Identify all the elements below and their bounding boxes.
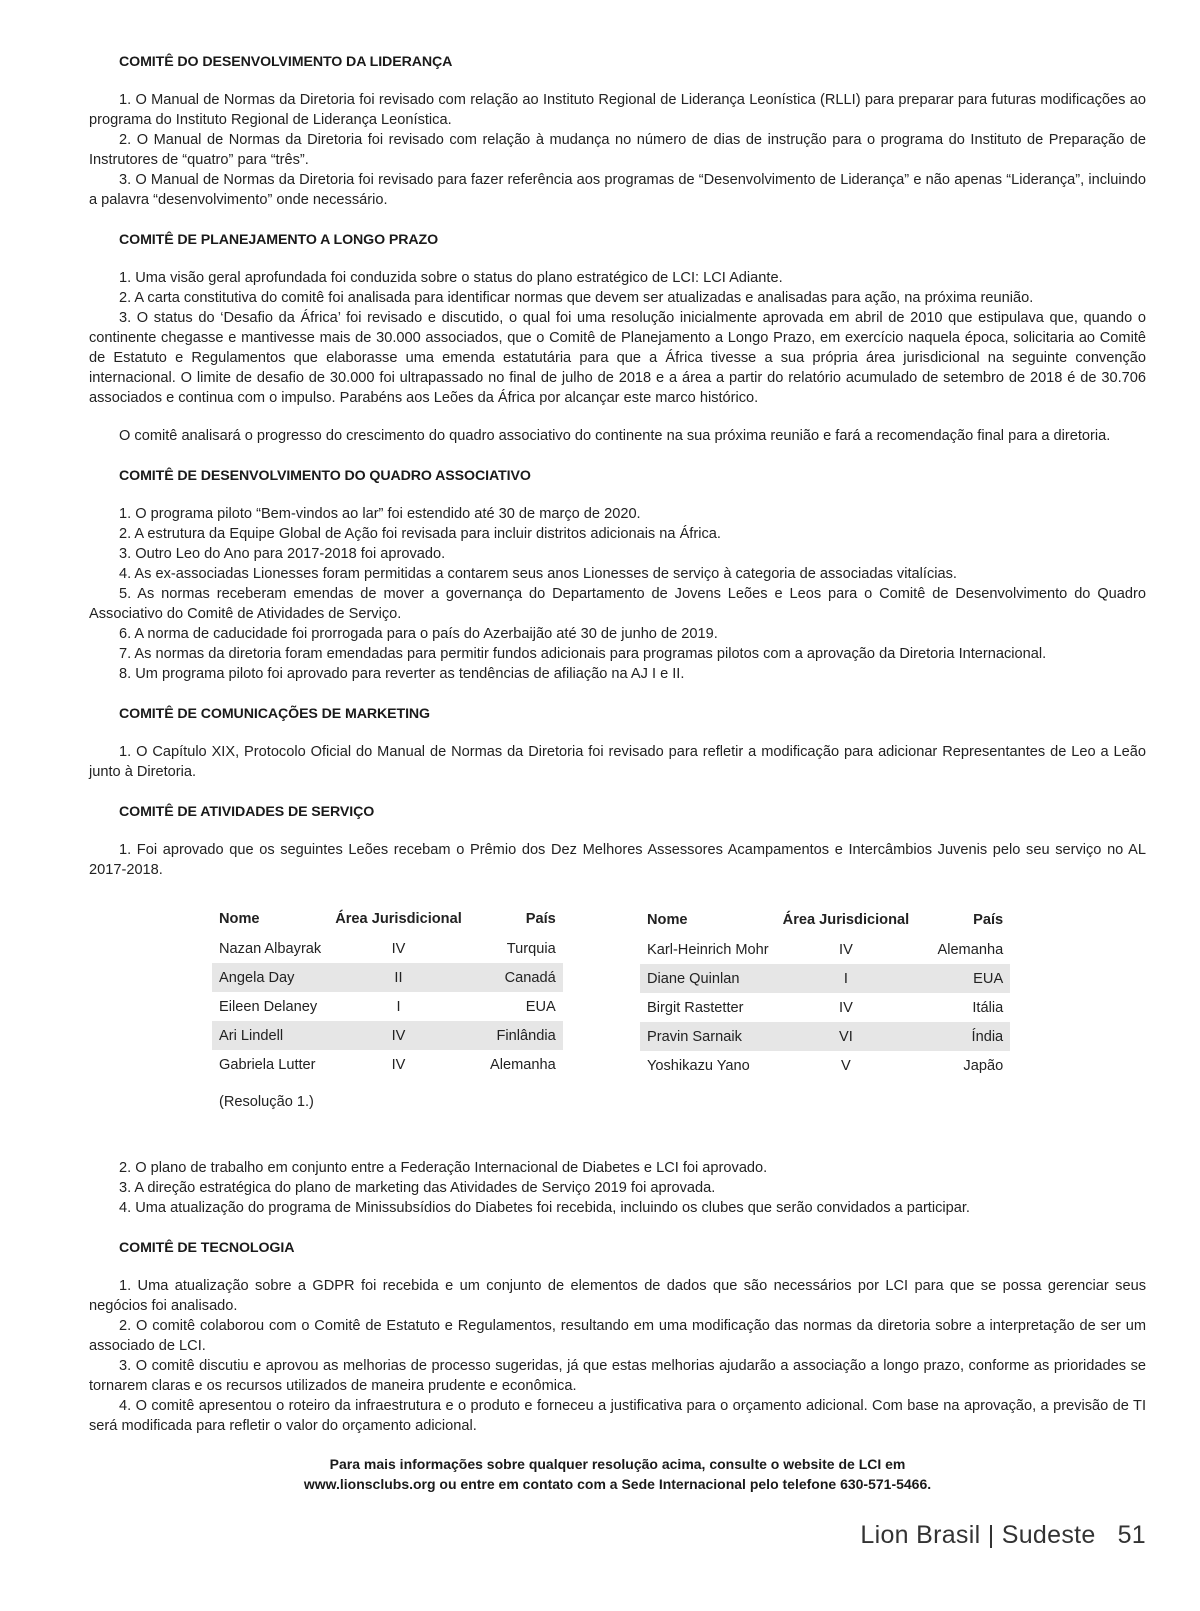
list-item: 1. O Manual de Normas da Diretoria foi revisado com relação ao Instituto Regional de Liderança Leonística (RLLI) para preparar para futuras modificações ao programa do Instituto Regional de Liderança Leonística. <box>89 92 1146 128</box>
table-row <box>212 963 563 992</box>
list-item: 1. O Capítulo XIX, Protocolo Oficial do Manual de Normas da Diretoria foi revisado para refletir a modificação para adicionar Representantes de Leo a Leão junto à Diretoria. <box>89 744 1146 780</box>
cell-nome: Birgit Rastetter <box>647 999 744 1016</box>
list-item: 1. Uma atualização sobre a GDPR foi recebida e um conjunto de elementos de dados que são necessários por LCI para que se possa gerenciar seus negócios foi analisado. <box>89 1278 1146 1314</box>
table-row <box>640 1051 1010 1080</box>
cell-nome: Yoshikazu Yano <box>647 1057 750 1074</box>
table-row <box>212 1021 563 1050</box>
cell-pais: Japão <box>963 1057 1004 1074</box>
cell-area: IV <box>391 1056 406 1073</box>
section-title-quadro: COMITÊ DE DESENVOLVIMENTO DO QUADRO ASSOCIATIVO <box>119 468 531 484</box>
cell-nome: Nazan Albayrak <box>219 940 322 957</box>
section-title-lideranca: COMITÊ DO DESENVOLVIMENTO DA LIDERANÇA <box>119 54 453 70</box>
cell-nome: Ari Lindell <box>212 1021 328 1050</box>
cell-pais: Turquia <box>506 940 556 957</box>
cell-area: IV <box>391 940 406 957</box>
list-item: 4. Uma atualização do programa de Minissubsídios do Diabetes foi recebida, incluindo os clubes que serão convidados a participar. <box>119 1200 970 1216</box>
list-item: 3. O Manual de Normas da Diretoria foi revisado para fazer referência aos programas de “Desenvolvimento de Liderança” e não apenas “Liderança”, incluindo a palavra “desenvolvimento” onde necessário. <box>89 172 1146 208</box>
list-item: 8. Um programa piloto foi aprovado para reverter as tendências de afiliação na AJ I e II. <box>119 666 685 682</box>
cell-area: IV <box>328 1021 469 1050</box>
cell-pais: Alemanha <box>490 1056 556 1073</box>
resolution-note: (Resolução 1.) <box>219 1094 314 1110</box>
section-title-tecnologia: COMITÊ DE TECNOLOGIA <box>119 1240 295 1256</box>
section-note: O comitê analisará o progresso do crescimento do quadro associativo do continente na sua próxima reunião e fará a recomendação final para a diretoria. <box>119 428 1111 444</box>
table-row <box>212 1050 563 1079</box>
cell-nome: Diane Quinlan <box>640 964 776 993</box>
table-row <box>640 964 1010 993</box>
column-header-nome: Nome <box>219 911 260 927</box>
table-row <box>212 934 563 963</box>
list-item: 6. A norma de caducidade foi prorrogada para o país do Azerbaijão até 30 de junho de 2019. <box>119 626 718 642</box>
cell-nome: Eileen Delaney <box>219 998 318 1015</box>
cell-area: I <box>396 998 401 1015</box>
list-item: 3. Outro Leo do Ano para 2017-2018 foi aprovado. <box>119 546 446 562</box>
list-item: 4. As ex-associadas Lionesses foram permitidas a contarem seus anos Lionesses de serviço à categoria de associadas vitalícias. <box>119 566 957 582</box>
page-folio <box>860 1521 1146 1550</box>
list-item: 7. As normas da diretoria foram emendadas para permitir fundos adicionais para programas pilotos com a aprovação da Diretoria Internacional. <box>119 646 1047 662</box>
list-item: 5. As normas receberam emendas de mover a governança do Departamento de Jovens Leões e Leos para o Comitê de Desenvolvimento do Quadro Associativo do Comitê de Atividades de Serviço. <box>89 586 1146 622</box>
cell-area: V <box>841 1057 851 1074</box>
table-row <box>640 993 1010 1022</box>
document-body <box>89 52 1146 1494</box>
column-header-area: Área Jurisdicional <box>782 912 910 928</box>
list-item: 2. A carta constitutiva do comitê foi analisada para identificar normas que devem ser atualizadas e analisadas para ação, na próxima reunião. <box>119 290 1034 306</box>
table-row <box>640 935 1010 964</box>
list-item: 1. Foi aprovado que os seguintes Leões recebam o Prêmio dos Dez Melhores Assessores Acampamentos e Intercâmbios Juvenis pelo seu serviço no AL 2017-2018. <box>89 842 1146 878</box>
cell-pais: Alemanha <box>937 941 1004 958</box>
cell-nome: Gabriela Lutter <box>219 1056 316 1073</box>
footer-line-1: Para mais informações sobre qualquer resolução acima, consulte o website de LCI em <box>329 1456 906 1472</box>
list-item: 2. O Manual de Normas da Diretoria foi revisado com relação à mudança no número de dias de instrução para o programa do Instituto de Preparação de Instrutores de “quatro” para “três”. <box>89 132 1146 168</box>
column-header-nome: Nome <box>647 912 688 928</box>
cell-area: IV <box>839 999 853 1016</box>
page-number: 51 <box>1117 1521 1146 1549</box>
table-row <box>640 1022 1010 1051</box>
cell-pais: EUA <box>525 998 556 1015</box>
column-header-area: Área Jurisdicional <box>335 911 462 927</box>
list-item: 3. O comitê discutiu e aprovou as melhorias de processo sugeridas, já que estas melhorias ajudarão a associação a longo prazo, conforme as prioridades se tornarem claras e os recursos utilizados de maneira prudente e econômica. <box>89 1358 1146 1394</box>
cell-pais: Itália <box>972 999 1004 1016</box>
footer-contact-note <box>89 1454 1146 1494</box>
cell-nome: Karl-Heinrich Mohr <box>647 941 769 958</box>
list-item: 1. O programa piloto “Bem-vindos ao lar” foi estendido até 30 de março de 2020. <box>119 506 641 522</box>
cell-pais: EUA <box>916 964 1010 993</box>
list-item: 4. O comitê apresentou o roteiro da infraestrutura e o produto e forneceu a justificativa para o orçamento adicional. Com base na aprovação, a previsão de TI será modificada para refletir o valor do orçamento adicional. <box>89 1398 1146 1434</box>
list-item: 3. O status do ‘Desafio da África’ foi revisado e discutido, o qual foi uma resolução inicialmente aprovada em abril de 2010 que estipulava que, quando o continente chegasse e mantivesse mais de 30.000 associados, que o Comitê de Planejamento a Longo Prazo, em exercício naquela época, solicitaria ao Comitê de Estatuto e Regulamentos que elaborasse uma emenda estatutária para que a África tivesse a sua própria área jurisdicional na seguinte convenção internacional. O limite de desafio de 30.000 foi ultrapassado no final de julho de 2018 e a área a partir do relatório acumulado de setembro de 2018 é de 30.706 associados e continua com o impulso. Parabéns aos Leões da África por alcançar este marco histórico. <box>89 310 1146 406</box>
section-title-servico: COMITÊ DE ATIVIDADES DE SERVIÇO <box>119 804 375 820</box>
list-item: 3. A direção estratégica do plano de marketing das Atividades de Serviço 2019 foi aprovada. <box>119 1180 716 1196</box>
list-item: 2. O comitê colaborou com o Comitê de Estatuto e Regulamentos, resultando em uma modificação das normas da diretoria sobre a interpretação de ser um associado de LCI. <box>89 1318 1146 1354</box>
award-table-left <box>212 904 563 1079</box>
award-tables <box>89 904 1146 1134</box>
cell-area: II <box>328 963 469 992</box>
cell-area: IV <box>839 941 853 958</box>
cell-pais: Finlândia <box>469 1021 563 1050</box>
cell-area: VI <box>776 1022 917 1051</box>
award-table-right <box>640 905 1010 1080</box>
section-title-planejamento: COMITÊ DE PLANEJAMENTO A LONGO PRAZO <box>119 232 439 248</box>
list-item: 2. A estrutura da Equipe Global de Ação foi revisada para incluir distritos adicionais na África. <box>119 526 721 542</box>
cell-pais: Índia <box>916 1022 1010 1051</box>
column-header-pais: País <box>525 911 556 927</box>
column-header-pais: País <box>973 912 1004 928</box>
section-title-marketing: COMITÊ DE COMUNICAÇÕES DE MARKETING <box>119 706 430 722</box>
footer-line-2: www.lionsclubs.org ou entre em contato com a Sede Internacional pelo telefone 630-571-5466. <box>303 1476 932 1492</box>
cell-nome: Angela Day <box>212 963 328 992</box>
cell-nome: Pravin Sarnaik <box>640 1022 776 1051</box>
list-item: 2. O plano de trabalho em conjunto entre a Federação Internacional de Diabetes e LCI foi aprovado. <box>119 1160 768 1176</box>
table-row <box>212 992 563 1021</box>
cell-area: I <box>776 964 917 993</box>
publication-name: Lion Brasil | Sudeste <box>860 1521 1096 1549</box>
list-item: 1. Uma visão geral aprofundada foi conduzida sobre o status do plano estratégico de LCI: LCI Adiante. <box>119 270 783 286</box>
cell-pais: Canadá <box>469 963 563 992</box>
